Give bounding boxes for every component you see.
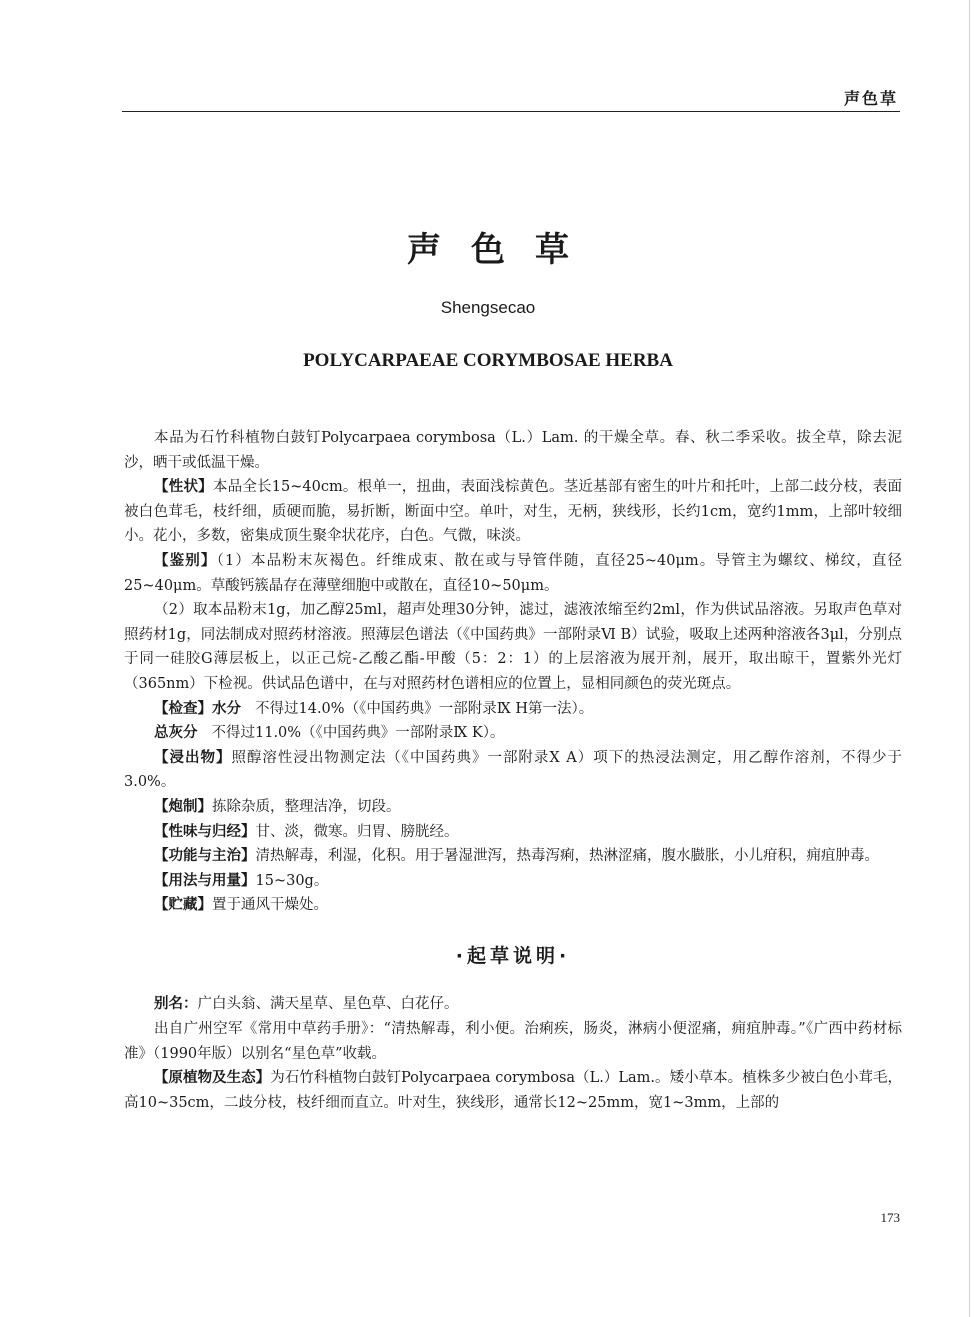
alias-paragraph — [124, 992, 902, 1017]
pinyin-name: Shengsecao — [440, 298, 536, 317]
alias-text: 广白头翁、满天星草、星色草、白花仔。 — [197, 996, 459, 1013]
section-jinchuwu — [124, 746, 902, 795]
ash-label: 总灰分 — [154, 725, 198, 742]
section-tag: 【炮制】 — [154, 798, 212, 815]
origin-paragraph — [124, 1066, 902, 1115]
water-label: 水分 — [212, 700, 241, 717]
section-text: （1）本品粉末灰褐色。纤维成束、散在或与导管伴随，直径25~40μm。导管主为螺纹、梯纹，直径25~40μm。草酸钙簇晶存在薄壁细胞中或散在，直径10~50μm。 — [124, 552, 902, 594]
section-jiancha — [124, 697, 902, 722]
origin-text: 为石竹科植物白鼓钉Polycarpaea corymbosa（L.）Lam.。矮小草本。植株多少被白色小茸毛，高10~35cm，二歧分枝，枝纤细而直立。叶对生，狭线形，通常长12~25mm，宽1~3mm，上部的 — [124, 1070, 903, 1111]
section-xingwei — [124, 820, 902, 845]
section-tag: 【贮藏】 — [154, 897, 212, 914]
running-head: 声色草 — [843, 89, 898, 108]
section-text: 清热解毒，利湿，化积。用于暑湿泄泻，热毒泻痢，热淋涩痛，腹水臌胀，小儿疳积，痈疽肿毒。 — [255, 848, 879, 865]
drafting-notes-heading: ·起草说明· — [455, 944, 571, 967]
section-jianbie — [124, 549, 902, 598]
section-jianbie-2: （2）取本品粉末1g，加乙醇25ml，超声处理30分钟，滤过，滤液浓缩至约2ml，作为供试品溶液。另取声色草对照药材1g，同法制成对照药材溶液。照薄层色谱法（《中国药典》一部附录Ⅵ B）试验，吸取上述两种溶液各3μl，分别点于同一硅胶G薄层板上，以正己烷-乙酸乙酯-甲酸（5：2：1）的上层溶液为展开剂，展开，取出晾干，置紫外光灯（365nm）下检视。供试品色谱中，在与对照药材色谱相应的位置上，显相同颜色的荧光斑点。 — [124, 602, 902, 692]
section-zhucang — [124, 893, 902, 918]
section-text: 15~30g。 — [255, 872, 329, 889]
intro-paragraph: 本品为石竹科植物白鼓钉Polycarpaea corymbosa（L.）Lam. 的干燥全草。春、秋二季采收。拔全草，除去泥沙，晒干或低温干燥。 — [124, 430, 902, 471]
section-tag: 【原植物及生态】 — [154, 1070, 271, 1087]
monograph-title: 声色草 — [407, 230, 599, 270]
section-tag: 【用法与用量】 — [154, 872, 256, 889]
section-tag: 【检查】 — [154, 700, 212, 717]
section-tag: 【性味与归经】 — [154, 823, 256, 840]
ash-text: 不得过11.0%（《中国药典》一部附录Ⅸ K）。 — [211, 725, 505, 742]
section-gongneng — [124, 844, 902, 869]
water-text: 不得过14.0%（《中国药典》一部附录Ⅸ H第一法）。 — [255, 700, 594, 717]
monograph-body — [124, 426, 902, 1115]
section-text: 置于通风干燥处。 — [212, 897, 328, 914]
latin-name: POLYCARPAEAE CORYMBOSAE HERBA — [303, 350, 673, 371]
section-tag: 【鉴别】 — [154, 552, 217, 569]
section-text: 拣除杂质，整理洁净，切段。 — [212, 798, 401, 815]
section-jiancha-ash — [124, 721, 902, 746]
source-paragraph: 出自广州空军《常用中草药手册》：“清热解毒，利小便。治痢疾，肠炎，淋病小便涩痛，痈疽肿毒。”《广西中药材标准》（1990年版）以别名“星色草”收载。 — [124, 1021, 902, 1062]
page-number: 173 — [880, 1210, 900, 1225]
section-tag: 【浸出物】 — [154, 749, 232, 766]
header-rule — [122, 111, 900, 112]
section-xingzhuang — [124, 475, 902, 549]
section-text: 甘、淡，微寒。归胃、膀胱经。 — [255, 823, 459, 840]
section-text: 照醇溶性浸出物测定法（《中国药典》一部附录Ⅹ A）项下的热浸法测定，用乙醇作溶剂，不得少于3.0%。 — [124, 749, 902, 791]
page-edge-line — [969, 0, 970, 1317]
section-paozhi — [124, 795, 902, 820]
section-tag: 【功能与主治】 — [154, 848, 256, 865]
section-text: 本品全长15~40cm。根单一，扭曲，表面浅棕黄色。茎近基部有密生的叶片和托叶，上部二歧分枝，表面被白色茸毛，枝纤细，质硬而脆，易折断，断面中空。单叶，对生，无柄，狭线形，长约1cm，宽约1mm，上部叶较细小。花小，多数，密集成顶生聚伞状花序，白色。气微，味淡。 — [124, 479, 903, 545]
alias-label: 别名： — [154, 996, 198, 1013]
section-tag: 【性状】 — [154, 479, 213, 496]
section-yongfa — [124, 869, 902, 894]
